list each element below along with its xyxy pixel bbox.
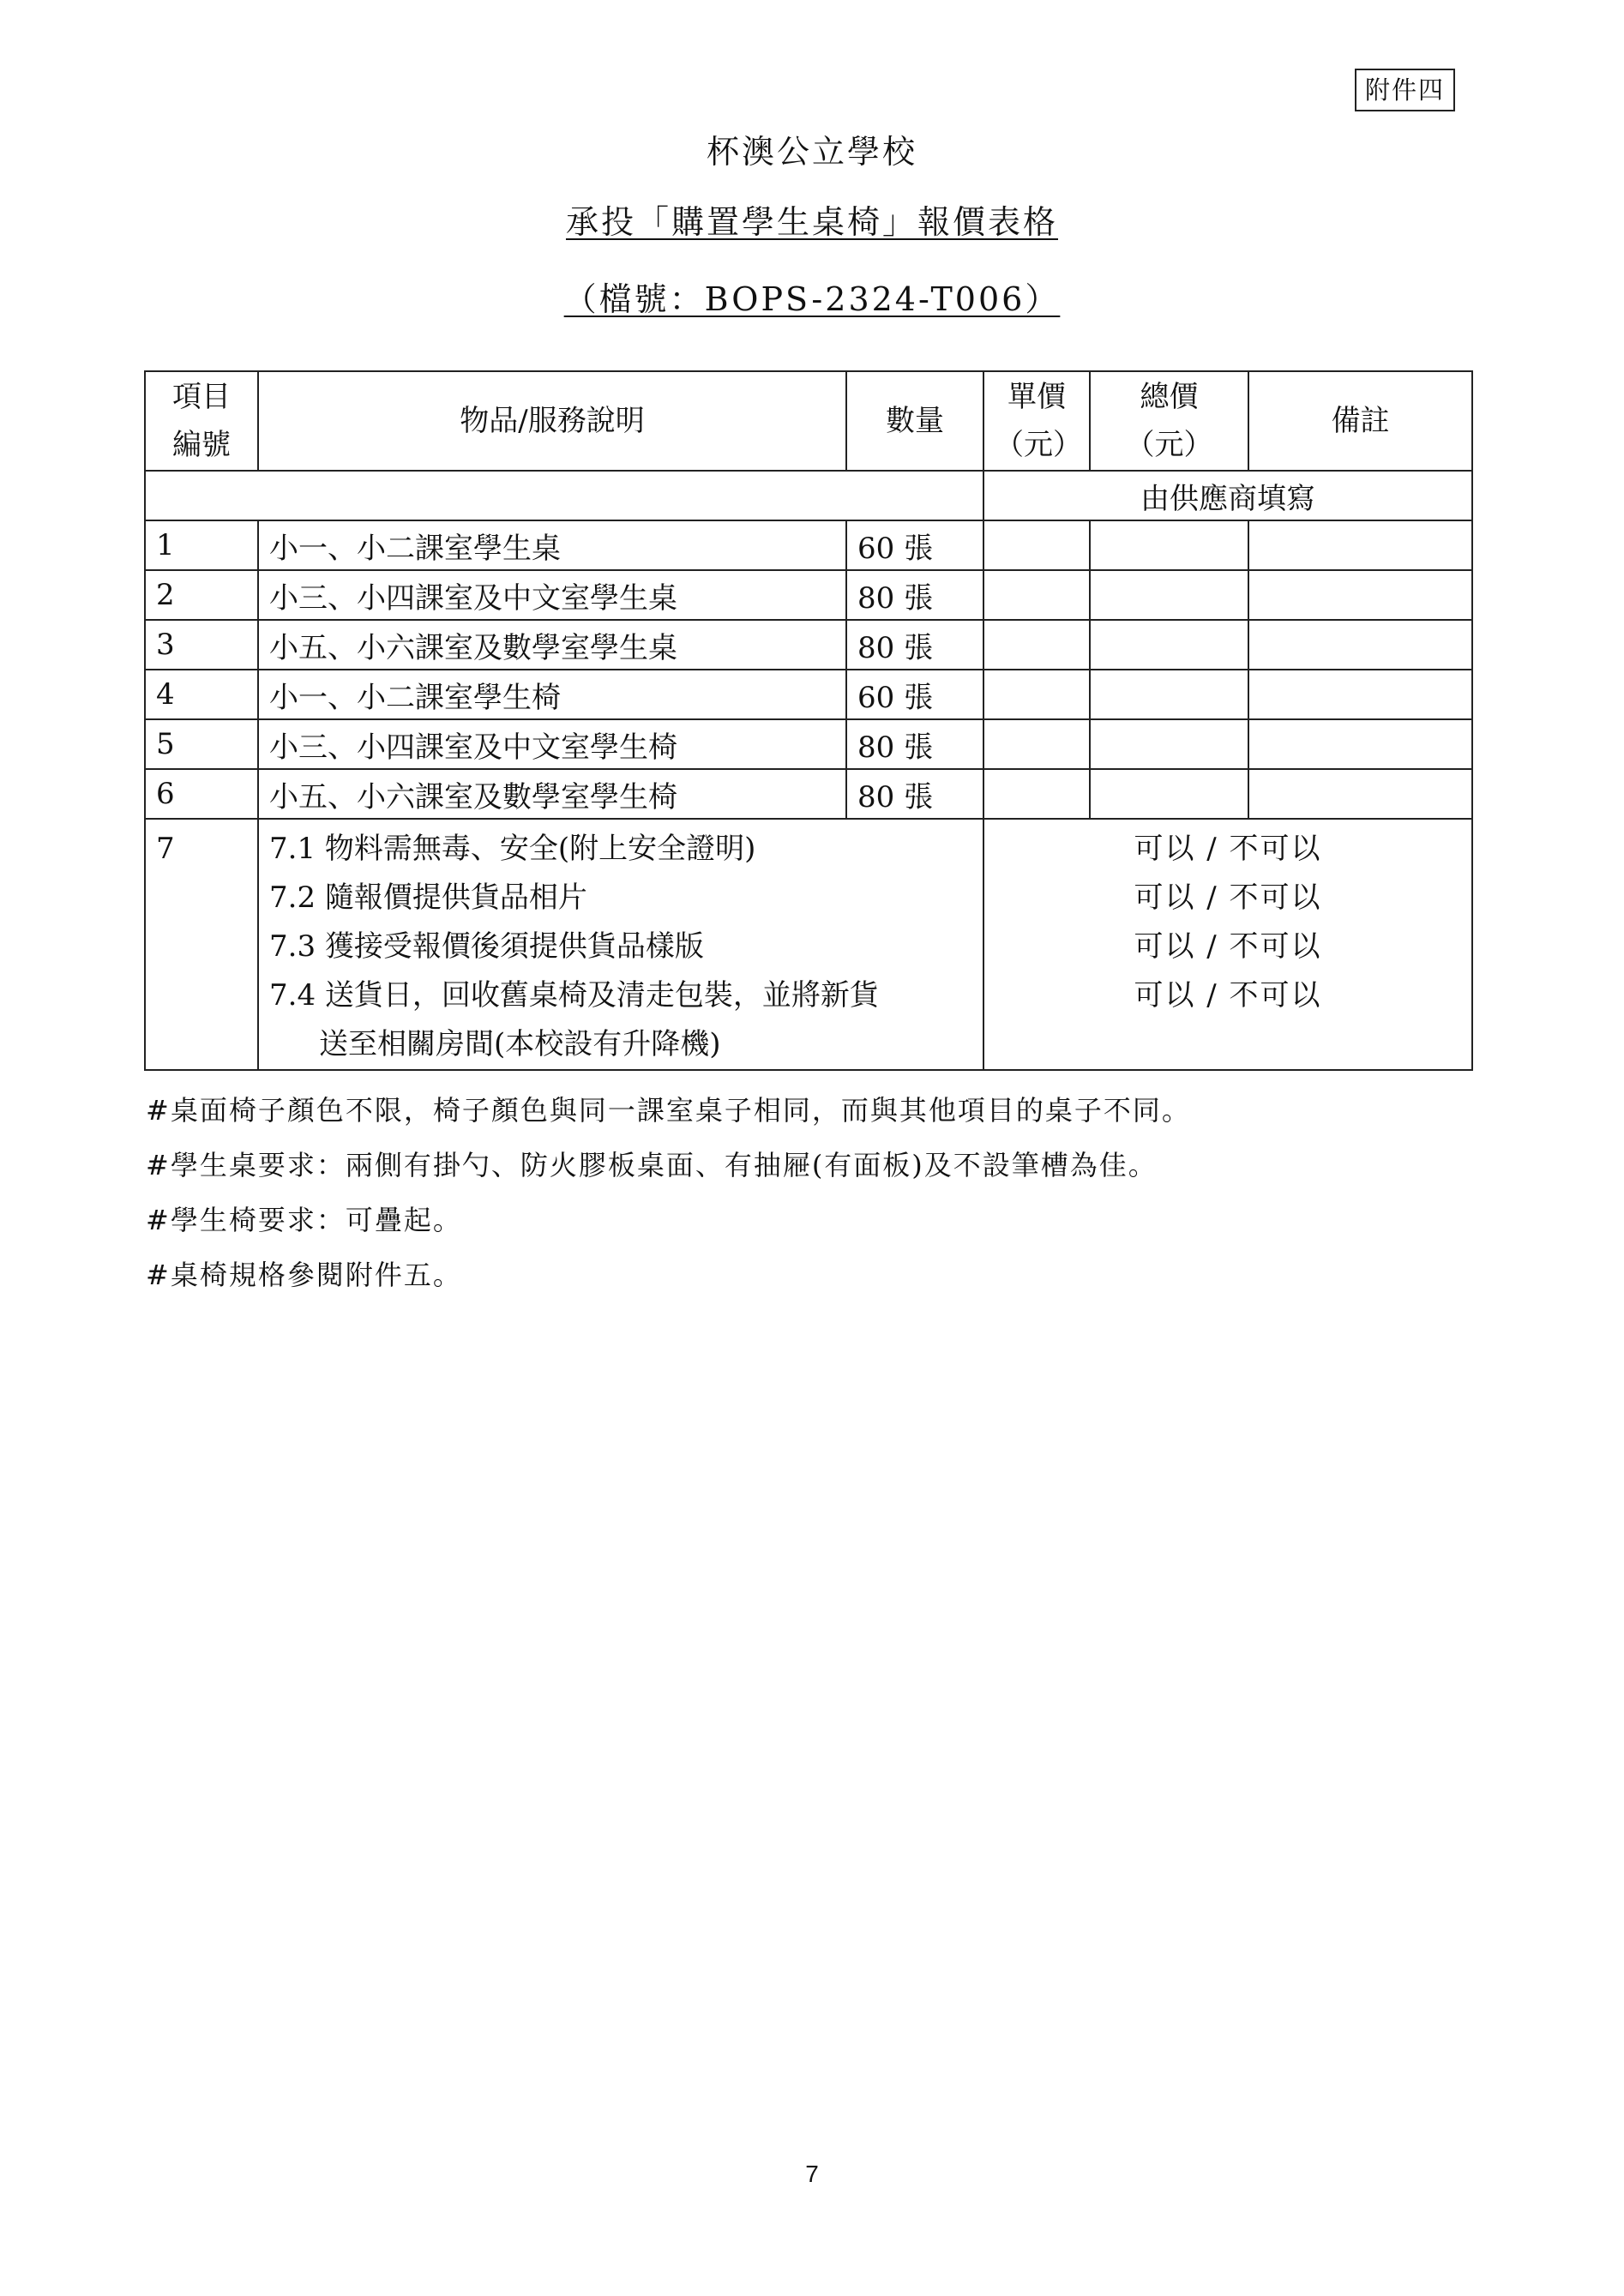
requirement-line: 7.3 獲接受報價後須提供貨品樣版 — [269, 929, 704, 964]
note-line: #學生椅要求：可疊起。 — [146, 1204, 462, 1236]
table-row — [145, 670, 1472, 719]
item-number: 6 — [145, 769, 258, 819]
header-remarks: 備註 — [1248, 371, 1472, 471]
unit-price-cell[interactable] — [983, 719, 1090, 769]
unit-price-cell[interactable] — [983, 670, 1090, 719]
quotation-table — [144, 370, 1473, 1071]
header-item-no: 項目 編號 — [145, 371, 258, 471]
item-number: 4 — [145, 670, 258, 719]
unit-price-cell[interactable] — [983, 769, 1090, 819]
yes-no-option[interactable]: 可以 / 不可以 — [1134, 881, 1322, 915]
requirements-row — [145, 819, 1472, 1070]
unit-price-cell[interactable] — [983, 520, 1090, 570]
remarks-cell[interactable] — [1248, 520, 1472, 570]
item-number: 3 — [145, 620, 258, 670]
header-unit-price: 單價 （元） — [983, 371, 1090, 471]
total-price-cell[interactable] — [1090, 769, 1248, 819]
total-price-cell[interactable] — [1090, 620, 1248, 670]
unit-price-cell[interactable] — [983, 570, 1090, 620]
remarks-cell[interactable] — [1248, 719, 1472, 769]
yes-no-option[interactable]: 可以 / 不可以 — [1134, 832, 1322, 866]
table-row — [145, 520, 1472, 570]
item-description: 小五、小六課室及數學室學生桌 — [258, 620, 846, 670]
remarks-cell[interactable] — [1248, 570, 1472, 620]
header-quantity: 數量 — [846, 371, 983, 471]
table-row — [145, 620, 1472, 670]
item-number: 7 — [145, 819, 258, 1070]
header-total-price: 總價 （元） — [1090, 371, 1248, 471]
requirement-line: 7.1 物料需無毒、安全(附上安全證明) — [269, 832, 756, 866]
blank-cell — [145, 471, 983, 520]
item-description: 小一、小二課室學生椅 — [258, 670, 846, 719]
requirement-line: 7.4 送貨日，回收舊桌椅及清走包裝，並將新貨 — [269, 978, 879, 1013]
school-name: 杯澳公立學校 — [706, 133, 917, 171]
yes-no-option[interactable]: 可以 / 不可以 — [1134, 929, 1322, 964]
item-quantity: 60 張 — [846, 670, 983, 719]
item-description: 小一、小二課室學生桌 — [258, 520, 846, 570]
item-quantity: 80 張 — [846, 620, 983, 670]
requirement-options — [983, 819, 1472, 1070]
requirements-list — [258, 819, 983, 1070]
item-number: 5 — [145, 719, 258, 769]
remarks-cell[interactable] — [1248, 769, 1472, 819]
table-row — [145, 719, 1472, 769]
annex-label: 附件四 — [1355, 69, 1455, 111]
remarks-cell[interactable] — [1248, 670, 1472, 719]
table-header-row — [145, 371, 1472, 471]
table-row — [145, 769, 1472, 819]
supplier-fill-row — [145, 471, 1472, 520]
total-price-cell[interactable] — [1090, 719, 1248, 769]
yes-no-option[interactable]: 可以 / 不可以 — [1134, 978, 1322, 1013]
total-price-cell[interactable] — [1090, 570, 1248, 620]
unit-price-cell[interactable] — [983, 620, 1090, 670]
item-number: 2 — [145, 570, 258, 620]
file-number: （檔號：BOPS-2324-T006） — [563, 280, 1061, 318]
item-description: 小五、小六課室及數學室學生椅 — [258, 769, 846, 819]
item-quantity: 80 張 — [846, 769, 983, 819]
item-quantity: 80 張 — [846, 719, 983, 769]
total-price-cell[interactable] — [1090, 520, 1248, 570]
note-line: #桌椅規格參閱附件五。 — [146, 1259, 462, 1291]
total-price-cell[interactable] — [1090, 670, 1248, 719]
item-description: 小三、小四課室及中文室學生椅 — [258, 719, 846, 769]
item-description: 小三、小四課室及中文室學生桌 — [258, 570, 846, 620]
item-quantity: 80 張 — [846, 570, 983, 620]
requirement-line: 7.2 隨報價提供貨品相片 — [269, 881, 587, 915]
form-title: 承投「購置學生桌椅」報價表格 — [565, 203, 1058, 241]
table-row — [145, 570, 1472, 620]
header-description: 物品/服務說明 — [258, 371, 846, 471]
remarks-cell[interactable] — [1248, 620, 1472, 670]
supplier-fill-label: 由供應商填寫 — [983, 471, 1472, 520]
note-line: #桌面椅子顏色不限，椅子顏色與同一課室桌子相同，而與其他項目的桌子不同。 — [146, 1094, 1191, 1127]
note-line: #學生桌要求：兩側有掛勺、防火膠板桌面、有抽屜(有面板)及不設筆槽為佳。 — [146, 1149, 1158, 1181]
item-quantity: 60 張 — [846, 520, 983, 570]
page-number: 7 — [805, 2161, 819, 2187]
item-number: 1 — [145, 520, 258, 570]
requirement-line: 送至相關房間(本校設有升降機) — [319, 1027, 721, 1061]
